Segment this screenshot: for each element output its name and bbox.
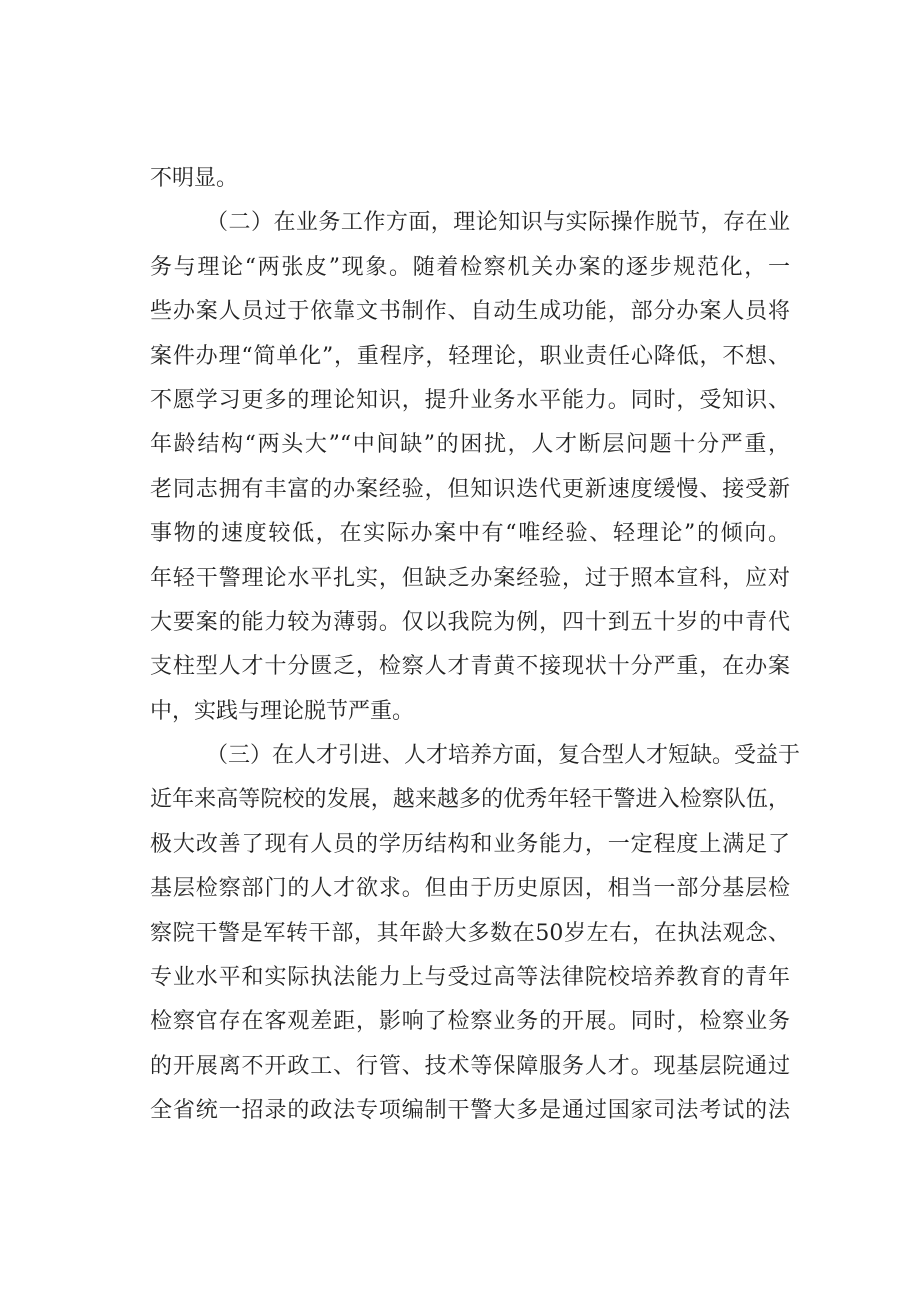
text-line: 年轻干警理论水平扎实，但缺乏办案经验，过于照本宣科，应对	[150, 565, 790, 591]
text-line: 年龄结构“两头大”“中间缺”的困扰，人才断层问题十分严重，	[150, 432, 790, 458]
text-line: 不愿学习更多的理论知识，提升业务水平能力。同时，受知识、	[150, 387, 790, 413]
text-line: （三）在人才引进、人才培养方面，复合型人才短缺。受益于	[206, 743, 801, 769]
text-line: 老同志拥有丰富的办案经验，但知识迭代更新速度缓慢、接受新	[150, 476, 790, 502]
text-line: （二）在业务工作方面，理论知识与实际操作脱节，存在业	[206, 210, 790, 236]
text-line: 察院干警是军转干部，其年龄大多数在50岁左右，在执法观念、	[150, 920, 790, 946]
paragraph-continuation	[150, 157, 790, 201]
text-line: 基层检察部门的人才欲求。但由于历史原因，相当一部分基层检	[150, 876, 790, 902]
text-line: 事物的速度较低，在实际办案中有“唯经验、轻理论”的倾向。	[150, 521, 790, 547]
text-line: 极大改善了现有人员的学历结构和业务能力，一定程度上满足了	[150, 831, 790, 857]
text-line: 检察官存在客观差距，影响了检察业务的开展。同时，检察业务	[150, 1009, 790, 1035]
text-line: 务与理论“两张皮”现象。随着检察机关办案的逐步规范化，一	[150, 254, 790, 280]
text-line: 近年来高等院校的发展，越来越多的优秀年轻干警进入检察队伍，	[150, 787, 790, 813]
text-line: 专业水平和实际执法能力上与受过高等法律院校培养教育的青年	[150, 965, 790, 991]
text-line: 些办案人员过于依靠文书制作、自动生成功能，部分办案人员将	[150, 299, 790, 325]
text-line: 全省统一招录的政法专项编制干警大多是通过国家司法考试的法	[150, 1098, 790, 1124]
text-line: 大要案的能力较为薄弱。仅以我院为例，四十到五十岁的中青代	[150, 609, 790, 635]
text-line: 的开展离不开政工、行管、技术等保障服务人才。现基层院通过	[150, 1053, 790, 1079]
text-line: 案件办理“简单化”，重程序，轻理论，职业责任心降低，不想、	[150, 343, 790, 369]
text-line: 不明显。	[150, 166, 239, 191]
document-body	[150, 157, 801, 1134]
text-line: 中，实践与理论脱节严重。	[150, 698, 415, 724]
text-line: 支柱型人才十分匮乏，检察人才青黄不接现状十分严重，在办案	[150, 654, 790, 680]
paragraph-section-3	[150, 734, 801, 1134]
paragraph-section-2	[150, 201, 790, 734]
